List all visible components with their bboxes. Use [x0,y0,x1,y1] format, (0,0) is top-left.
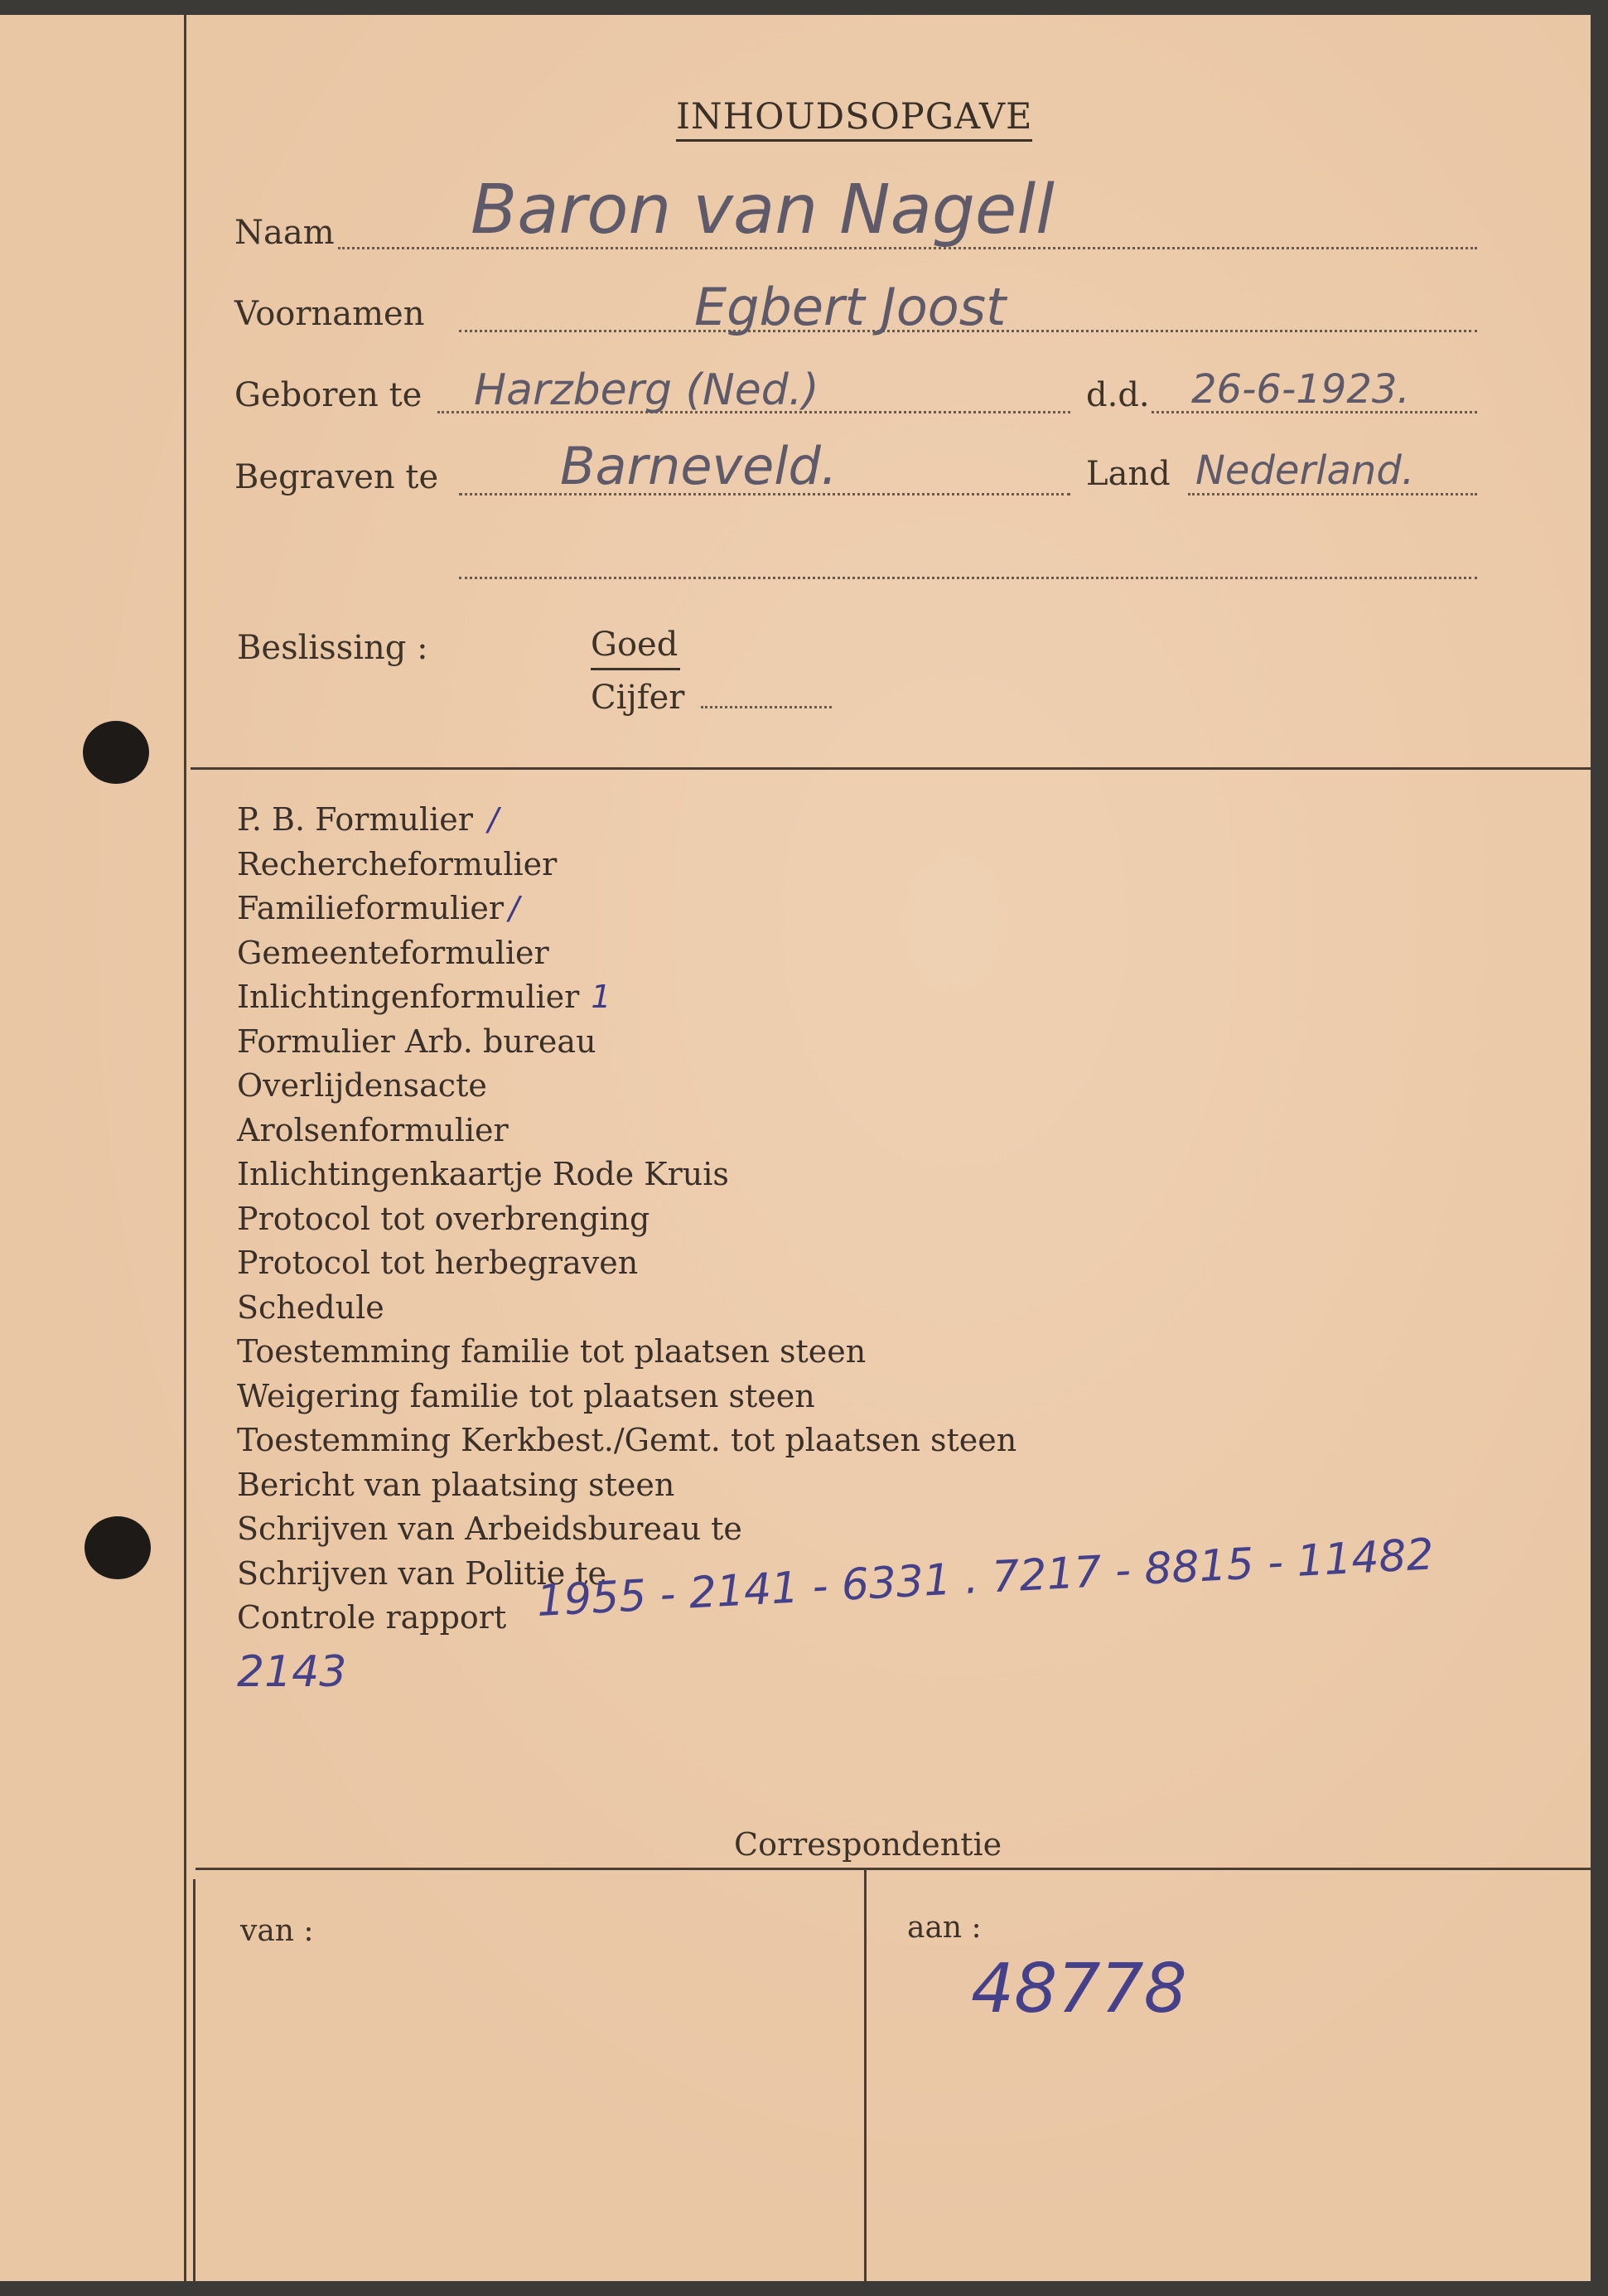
list-item: Weigering familie tot plaatsen steen [237,1377,815,1414]
list-item: Gemeenteformulier [237,934,549,971]
list-item: Inlichtingenkaartje Rode Kruis [237,1156,729,1192]
land-label: Land [1086,455,1171,493]
naam-label: Naam [234,214,335,252]
naam-value: Baron van Nagell [471,171,1055,249]
left-margin-line [184,15,186,2281]
list-item: Toestemming Kerkbest./Gemt. tot plaatsen steen [237,1422,1017,1458]
land-value: Nederland. [1195,447,1415,494]
list-item: Protocol tot overbrenging [237,1200,650,1237]
list-item: Schedule [237,1288,384,1326]
page-title: INHOUDSOPGAVE [676,96,1032,142]
list-item: Controle rapport [237,1599,507,1636]
list-item: Schrijven van Politie te [237,1554,607,1592]
list-item: Familieformulier / [237,890,519,926]
extra-dotted-line [459,577,1477,579]
voornamen-value: Egbert Joost [694,277,1007,337]
list-item: Toestemming familie tot plaatsen steen [237,1333,867,1370]
aan-label: aan : [907,1911,982,1945]
list-item: Inlichtingenformulier 1 [237,979,611,1015]
beslissing-label: Beslissing : [237,629,428,667]
geboren-te-value: Harzberg (Ned.) [474,365,819,415]
van-label: van : [240,1914,314,1948]
begraven-te-value: Barneveld. [560,436,838,496]
left-margin-line-lower [193,1879,196,2281]
check-mark: 1 [591,979,611,1015]
controle-rapport-numbers: 1955 - 2141 - 6331 . 7217 - 8815 - 11482 [535,1530,1436,1627]
controle-rapport-extra: 2143 [237,1647,347,1697]
section-divider [191,767,1591,770]
voornamen-label: Voornamen [234,295,425,333]
list-item: Protocol tot herbegraven [237,1245,639,1281]
punch-hole-top [83,721,149,784]
list-item: Rechercheformulier [237,845,558,882]
check-mark: / [509,890,519,926]
dd-label: d.d. [1086,376,1150,414]
aan-value: 48778 [971,1950,1187,2028]
check-mark: / [487,801,499,838]
document-checklist [237,798,1016,1641]
correspondence-column-line [864,1869,867,2281]
list-item: Formulier Arb. bureau [237,1022,596,1060]
goed-underline [591,668,680,670]
list-item: Bericht van plaatsing steen [237,1466,675,1503]
list-item: P. B. Formulier / [237,801,499,838]
begraven-te-label: Begraven te [234,458,439,496]
list-item: Overlijdensacte [237,1067,487,1104]
index-card [0,15,1591,2281]
goed-label: Goed [591,626,678,664]
dd-value: 26-6-1923. [1191,366,1410,413]
punch-hole-bottom [85,1516,151,1579]
list-item: Schrijven van Arbeidsbureau te [237,1511,742,1547]
correspondence-divider [196,1868,1591,1870]
cijfer-dotted-line [701,706,832,708]
list-item: Arolsenformulier [237,1111,509,1148]
geboren-te-label: Geboren te [234,376,423,414]
correspondentie-heading: Correspondentie [734,1826,1002,1863]
cijfer-label: Cijfer [591,679,685,717]
